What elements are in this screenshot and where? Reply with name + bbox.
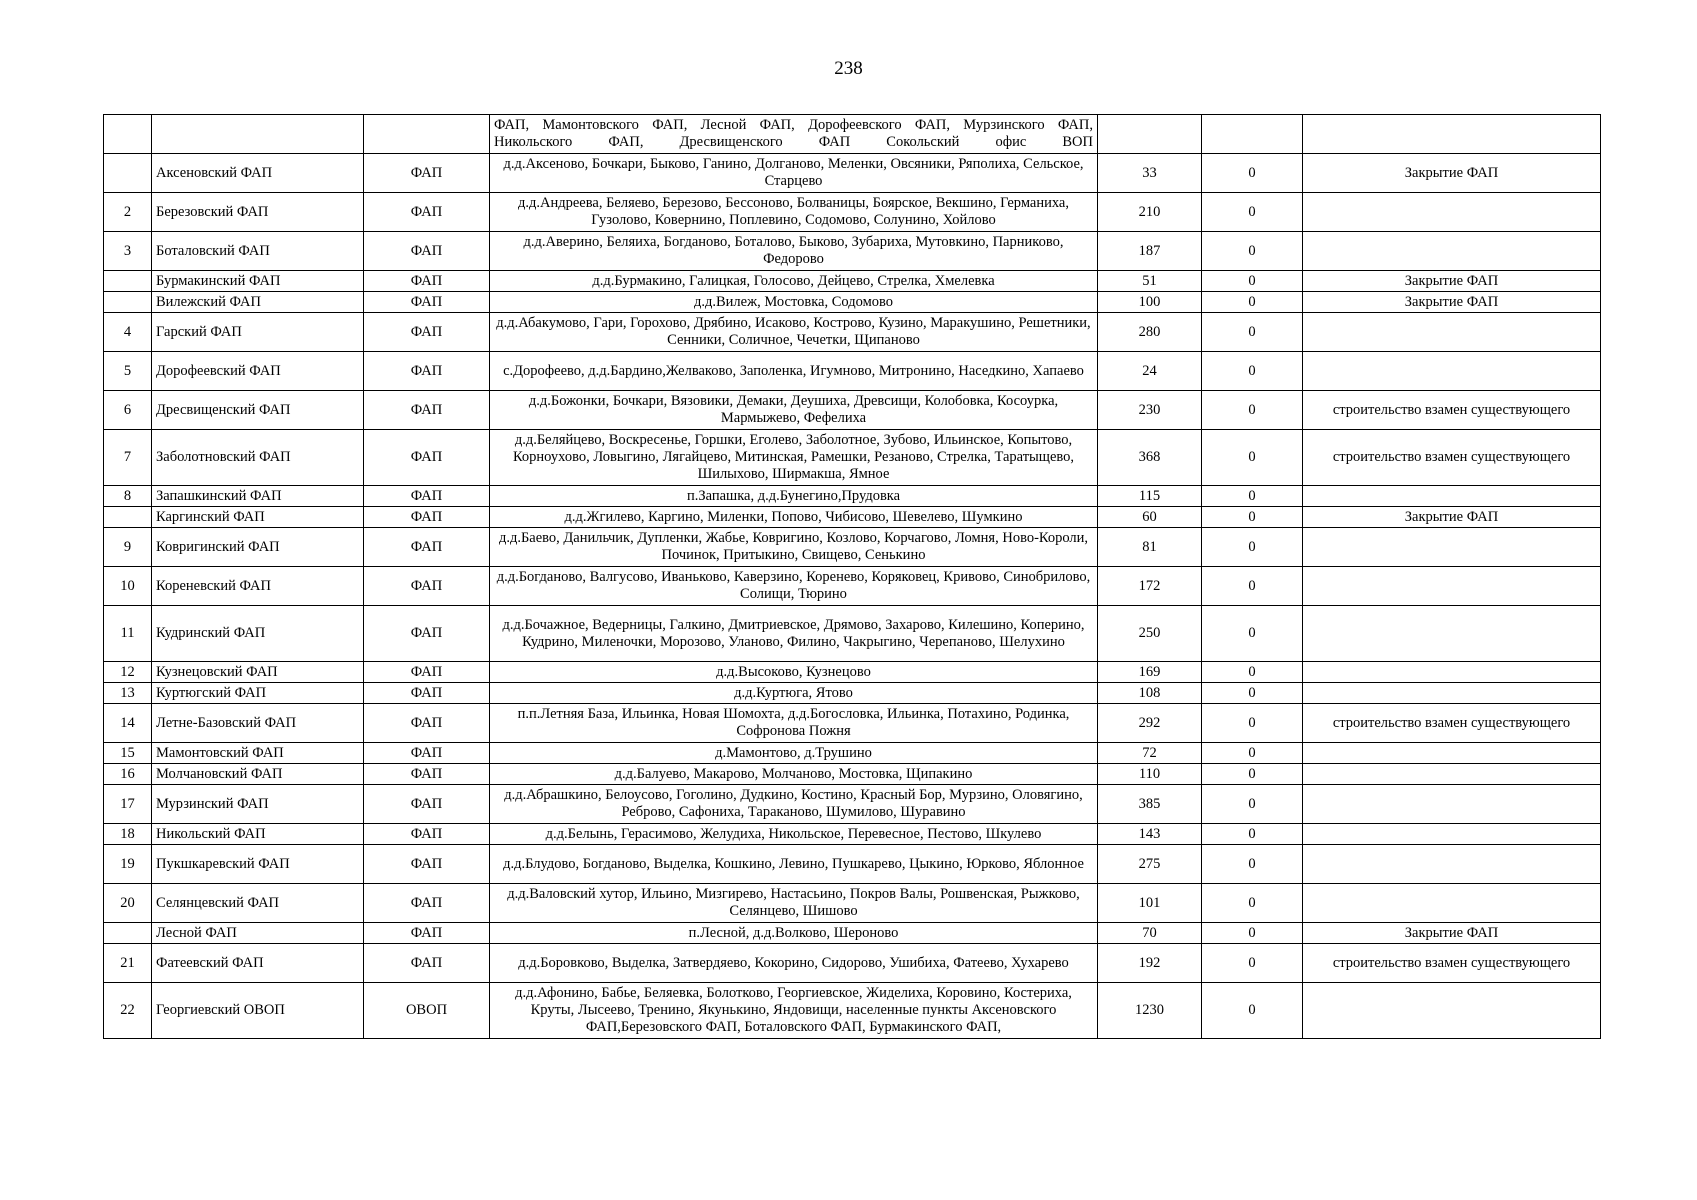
row-number <box>104 115 152 154</box>
zero-value: 0 <box>1202 352 1303 391</box>
service-area: д.Мамонтово, д.Трушино <box>490 743 1098 764</box>
population <box>1098 115 1202 154</box>
zero-value: 0 <box>1202 430 1303 486</box>
row-number: 14 <box>104 704 152 743</box>
service-area: д.д.Балуево, Макарово, Молчаново, Мостовка, Щипакино <box>490 764 1098 785</box>
population: 187 <box>1098 232 1202 271</box>
zero-value: 0 <box>1202 271 1303 292</box>
facility-name: Георгиевский ОВОП <box>152 983 364 1039</box>
facility-type: ФАП <box>364 743 490 764</box>
facility-type: ФАП <box>364 944 490 983</box>
service-area: д.д.Валовский хутор, Ильино, Мизгирево, Настасьино, Покров Валы, Рошвенская, Рыжково, Селянцево, Шишово <box>490 884 1098 923</box>
service-area: д.д.Куртюга, Ятово <box>490 683 1098 704</box>
table-row <box>104 824 1601 845</box>
table-row <box>104 352 1601 391</box>
note <box>1303 884 1601 923</box>
population: 275 <box>1098 845 1202 884</box>
zero-value: 0 <box>1202 606 1303 662</box>
zero-value: 0 <box>1202 486 1303 507</box>
facility-name: Кудринский ФАП <box>152 606 364 662</box>
population: 101 <box>1098 884 1202 923</box>
zero-value: 0 <box>1202 845 1303 884</box>
population: 292 <box>1098 704 1202 743</box>
population: 100 <box>1098 292 1202 313</box>
facility-type: ФАП <box>364 683 490 704</box>
note <box>1303 606 1601 662</box>
service-area: д.д.Бочажное, Ведерницы, Галкино, Дмитриевское, Дрямово, Захарово, Килешино, Коперино, Кудрино, Миленочки, Морозово, Уланово, Филино, Чакрыгино, Черепаново, Шелухино <box>490 606 1098 662</box>
table-row <box>104 944 1601 983</box>
service-area: с.Дорофеево, д.д.Бардино,Желваково, Заполенка, Игумново, Митронино, Наседкино, Хапаево <box>490 352 1098 391</box>
row-number <box>104 292 152 313</box>
facility-name: Кузнецовский ФАП <box>152 662 364 683</box>
facility-type <box>364 115 490 154</box>
population: 24 <box>1098 352 1202 391</box>
service-area: д.д.Беляйцево, Воскресенье, Горшки, Еголево, Заболотное, Зубово, Ильинское, Копытово, Корноухово, Ловыгино, Лягайцево, Митинская, Рамешки, Резаново, Стрелка, Таратыщево, Шилыхово, Ширмакша, Ямное <box>490 430 1098 486</box>
table-row <box>104 606 1601 662</box>
facility-name: Кореневский ФАП <box>152 567 364 606</box>
facility-type: ФАП <box>364 824 490 845</box>
note <box>1303 486 1601 507</box>
facility-type: ФАП <box>364 232 490 271</box>
row-number <box>104 923 152 944</box>
note <box>1303 785 1601 824</box>
table-row <box>104 662 1601 683</box>
service-area: п.Запашка, д.д.Бунегино,Прудовка <box>490 486 1098 507</box>
facility-name <box>152 115 364 154</box>
note <box>1303 662 1601 683</box>
table-row <box>104 271 1601 292</box>
facility-name: Гарский ФАП <box>152 313 364 352</box>
table-row <box>104 154 1601 193</box>
facility-type: ФАП <box>364 764 490 785</box>
facility-name: Березовский ФАП <box>152 193 364 232</box>
row-number: 13 <box>104 683 152 704</box>
service-area: д.д.Белынь, Герасимово, Желудиха, Никольское, Перевесное, Пестово, Шкулево <box>490 824 1098 845</box>
facility-name: Вилежский ФАП <box>152 292 364 313</box>
note <box>1303 743 1601 764</box>
table-row <box>104 884 1601 923</box>
population: 169 <box>1098 662 1202 683</box>
row-number: 11 <box>104 606 152 662</box>
table-row <box>104 115 1601 154</box>
facility-name: Летне-Базовский ФАП <box>152 704 364 743</box>
row-number <box>104 271 152 292</box>
population: 70 <box>1098 923 1202 944</box>
facility-name: Куртюгский ФАП <box>152 683 364 704</box>
facility-type: ФАП <box>364 662 490 683</box>
facility-type: ФАП <box>364 845 490 884</box>
population: 385 <box>1098 785 1202 824</box>
facility-type: ФАП <box>364 391 490 430</box>
facility-name: Аксеновский ФАП <box>152 154 364 193</box>
note: строительство взамен существующего <box>1303 944 1601 983</box>
zero-value: 0 <box>1202 313 1303 352</box>
zero-value: 0 <box>1202 292 1303 313</box>
row-number: 20 <box>104 884 152 923</box>
zero-value: 0 <box>1202 983 1303 1039</box>
note: Закрытие ФАП <box>1303 154 1601 193</box>
zero-value: 0 <box>1202 923 1303 944</box>
service-area: д.д.Аверино, Беляиха, Богданово, Боталово, Быково, Зубариха, Мутовкино, Парниково, Федорово <box>490 232 1098 271</box>
zero-value: 0 <box>1202 683 1303 704</box>
population: 33 <box>1098 154 1202 193</box>
row-number: 7 <box>104 430 152 486</box>
zero-value: 0 <box>1202 391 1303 430</box>
facility-type: ФАП <box>364 430 490 486</box>
note: Закрытие ФАП <box>1303 271 1601 292</box>
table-row <box>104 704 1601 743</box>
table-row <box>104 292 1601 313</box>
service-area: д.д.Жгилево, Каргино, Миленки, Попово, Чибисово, Шевелево, Шумкино <box>490 507 1098 528</box>
row-number: 9 <box>104 528 152 567</box>
table-row <box>104 232 1601 271</box>
table-row <box>104 845 1601 884</box>
service-area: д.д.Боровково, Выделка, Затвердяево, Кокорино, Сидорово, Ушибиха, Фатеево, Хухарево <box>490 944 1098 983</box>
row-number: 4 <box>104 313 152 352</box>
population: 51 <box>1098 271 1202 292</box>
note <box>1303 764 1601 785</box>
facility-name: Пукшкаревский ФАП <box>152 845 364 884</box>
row-number <box>104 154 152 193</box>
table-row <box>104 983 1601 1039</box>
facility-type: ФАП <box>364 193 490 232</box>
service-area: д.д.Баево, Данильчик, Дупленки, Жабье, Ковригино, Козлово, Корчагово, Ломня, Ново-Короли, Починок, Притыкино, Свищево, Сенькино <box>490 528 1098 567</box>
facility-type: ФАП <box>364 154 490 193</box>
facility-type: ФАП <box>364 486 490 507</box>
row-number: 18 <box>104 824 152 845</box>
population: 172 <box>1098 567 1202 606</box>
row-number: 5 <box>104 352 152 391</box>
service-area: ФАП, Мамонтовского ФАП, Лесной ФАП, Дорофеевского ФАП, Мурзинского ФАП, Никольского ФАП, Дресвищенского ФАП Сокольский офис ВОП <box>490 115 1098 154</box>
service-area: д.д.Афонино, Бабье, Беляевка, Болотково, Георгиевское, Жиделиха, Коровино, Костериха, Круты, Лысеево, Тренино, Якунькино, Яндовищи, населенные пункты Аксеновского ФАП,Березовского ФАП, Боталовского ФАП, Бурмакинского ФАП, <box>490 983 1098 1039</box>
note: строительство взамен существующего <box>1303 430 1601 486</box>
table-row <box>104 507 1601 528</box>
facility-type: ФАП <box>364 528 490 567</box>
zero-value: 0 <box>1202 193 1303 232</box>
service-area: д.д.Божонки, Бочкари, Вязовики, Демаки, Деушиха, Древсищи, Колобовка, Косоурка, Мармыжево, Фефелиха <box>490 391 1098 430</box>
note <box>1303 567 1601 606</box>
population: 230 <box>1098 391 1202 430</box>
row-number: 22 <box>104 983 152 1039</box>
row-number: 6 <box>104 391 152 430</box>
table-row <box>104 486 1601 507</box>
service-area: п.Лесной, д.д.Волково, Шероново <box>490 923 1098 944</box>
zero-value: 0 <box>1202 567 1303 606</box>
note <box>1303 824 1601 845</box>
service-area: д.д.Абрашкино, Белоусово, Гоголино, Дудкино, Костино, Красный Бор, Мурзино, Оловягино, Реброво, Сафониха, Тараканово, Шумилово, Шуравино <box>490 785 1098 824</box>
table-row <box>104 683 1601 704</box>
row-number: 3 <box>104 232 152 271</box>
row-number <box>104 507 152 528</box>
table-row <box>104 193 1601 232</box>
facility-type: ФАП <box>364 785 490 824</box>
note: строительство взамен существующего <box>1303 704 1601 743</box>
note: Закрытие ФАП <box>1303 507 1601 528</box>
facility-type: ФАП <box>364 271 490 292</box>
facility-type: ФАП <box>364 567 490 606</box>
population: 368 <box>1098 430 1202 486</box>
note <box>1303 193 1601 232</box>
zero-value: 0 <box>1202 884 1303 923</box>
facility-name: Никольский ФАП <box>152 824 364 845</box>
table-row <box>104 313 1601 352</box>
service-area: д.д.Аксеново, Бочкари, Быково, Ганино, Долганово, Меленки, Овсяники, Ряполиха, Сельское, Старцево <box>490 154 1098 193</box>
zero-value: 0 <box>1202 944 1303 983</box>
note: строительство взамен существующего <box>1303 391 1601 430</box>
table-row <box>104 430 1601 486</box>
population: 60 <box>1098 507 1202 528</box>
population: 143 <box>1098 824 1202 845</box>
service-area: д.д.Абакумово, Гари, Горохово, Дрябино, Исаково, Кострово, Кузино, Маракушино, Решетники, Сенники, Соличное, Чечетки, Щипаново <box>490 313 1098 352</box>
facility-name: Лесной ФАП <box>152 923 364 944</box>
note <box>1303 313 1601 352</box>
row-number: 17 <box>104 785 152 824</box>
note <box>1303 352 1601 391</box>
note: Закрытие ФАП <box>1303 923 1601 944</box>
service-area: д.д.Вилеж, Мостовка, Содомово <box>490 292 1098 313</box>
facility-type: ФАП <box>364 507 490 528</box>
population: 280 <box>1098 313 1202 352</box>
note <box>1303 983 1601 1039</box>
facility-name: Дресвищенский ФАП <box>152 391 364 430</box>
table-row <box>104 743 1601 764</box>
facility-type: ФАП <box>364 606 490 662</box>
facility-name: Ковригинский ФАП <box>152 528 364 567</box>
population: 110 <box>1098 764 1202 785</box>
facility-name: Селянцевский ФАП <box>152 884 364 923</box>
service-area: п.п.Летняя База, Ильинка, Новая Шомохта, д.д.Богословка, Ильинка, Потахино, Родинка, Софронова Пожня <box>490 704 1098 743</box>
table-row <box>104 785 1601 824</box>
table-row <box>104 391 1601 430</box>
zero-value: 0 <box>1202 704 1303 743</box>
row-number: 2 <box>104 193 152 232</box>
note <box>1303 528 1601 567</box>
population: 210 <box>1098 193 1202 232</box>
facility-name: Мурзинский ФАП <box>152 785 364 824</box>
zero-value: 0 <box>1202 662 1303 683</box>
service-area: д.д.Блудово, Богданово, Выделка, Кошкино, Левино, Пушкарево, Цыкино, Юрково, Яблонное <box>490 845 1098 884</box>
note: Закрытие ФАП <box>1303 292 1601 313</box>
facility-table <box>103 114 1601 1039</box>
facility-type: ФАП <box>364 884 490 923</box>
population: 192 <box>1098 944 1202 983</box>
facility-name: Бурмакинский ФАП <box>152 271 364 292</box>
row-number: 12 <box>104 662 152 683</box>
table-row <box>104 528 1601 567</box>
table-row <box>104 923 1601 944</box>
note <box>1303 683 1601 704</box>
zero-value: 0 <box>1202 154 1303 193</box>
population: 115 <box>1098 486 1202 507</box>
service-area: д.д.Высоково, Кузнецово <box>490 662 1098 683</box>
facility-name: Дорофеевский ФАП <box>152 352 364 391</box>
row-number: 8 <box>104 486 152 507</box>
population: 72 <box>1098 743 1202 764</box>
row-number: 15 <box>104 743 152 764</box>
note <box>1303 845 1601 884</box>
facility-name: Мамонтовский ФАП <box>152 743 364 764</box>
row-number: 21 <box>104 944 152 983</box>
service-area: д.д.Богданово, Валгусово, Иваньково, Каверзино, Коренево, Коряковец, Кривово, Синобрилово, Солищи, Тюрино <box>490 567 1098 606</box>
row-number: 19 <box>104 845 152 884</box>
facility-type: ФАП <box>364 352 490 391</box>
zero-value: 0 <box>1202 824 1303 845</box>
population: 250 <box>1098 606 1202 662</box>
note <box>1303 232 1601 271</box>
facility-type: ОВОП <box>364 983 490 1039</box>
zero-value: 0 <box>1202 743 1303 764</box>
zero-value: 0 <box>1202 785 1303 824</box>
table-row <box>104 567 1601 606</box>
facility-name: Каргинский ФАП <box>152 507 364 528</box>
facility-name: Боталовский ФАП <box>152 232 364 271</box>
note <box>1303 115 1601 154</box>
zero-value: 0 <box>1202 528 1303 567</box>
facility-type: ФАП <box>364 704 490 743</box>
zero-value: 0 <box>1202 232 1303 271</box>
service-area: д.д.Андреева, Беляево, Березово, Бессоново, Болваницы, Боярское, Векшино, Германиха, Гузолово, Ковернино, Поплевино, Содомово, Солунино, Хойлово <box>490 193 1098 232</box>
service-area: д.д.Бурмакино, Галицкая, Голосово, Дейцево, Стрелка, Хмелевка <box>490 271 1098 292</box>
population: 81 <box>1098 528 1202 567</box>
facility-name: Заболотновский ФАП <box>152 430 364 486</box>
zero-value: 0 <box>1202 764 1303 785</box>
zero-value <box>1202 115 1303 154</box>
table-row <box>104 764 1601 785</box>
page-number: 238 <box>834 58 863 79</box>
facility-type: ФАП <box>364 313 490 352</box>
row-number: 10 <box>104 567 152 606</box>
population: 108 <box>1098 683 1202 704</box>
facility-type: ФАП <box>364 923 490 944</box>
facility-name: Фатеевский ФАП <box>152 944 364 983</box>
zero-value: 0 <box>1202 507 1303 528</box>
row-number: 16 <box>104 764 152 785</box>
facility-type: ФАП <box>364 292 490 313</box>
facility-name: Молчановский ФАП <box>152 764 364 785</box>
facility-name: Запашкинский ФАП <box>152 486 364 507</box>
population: 1230 <box>1098 983 1202 1039</box>
